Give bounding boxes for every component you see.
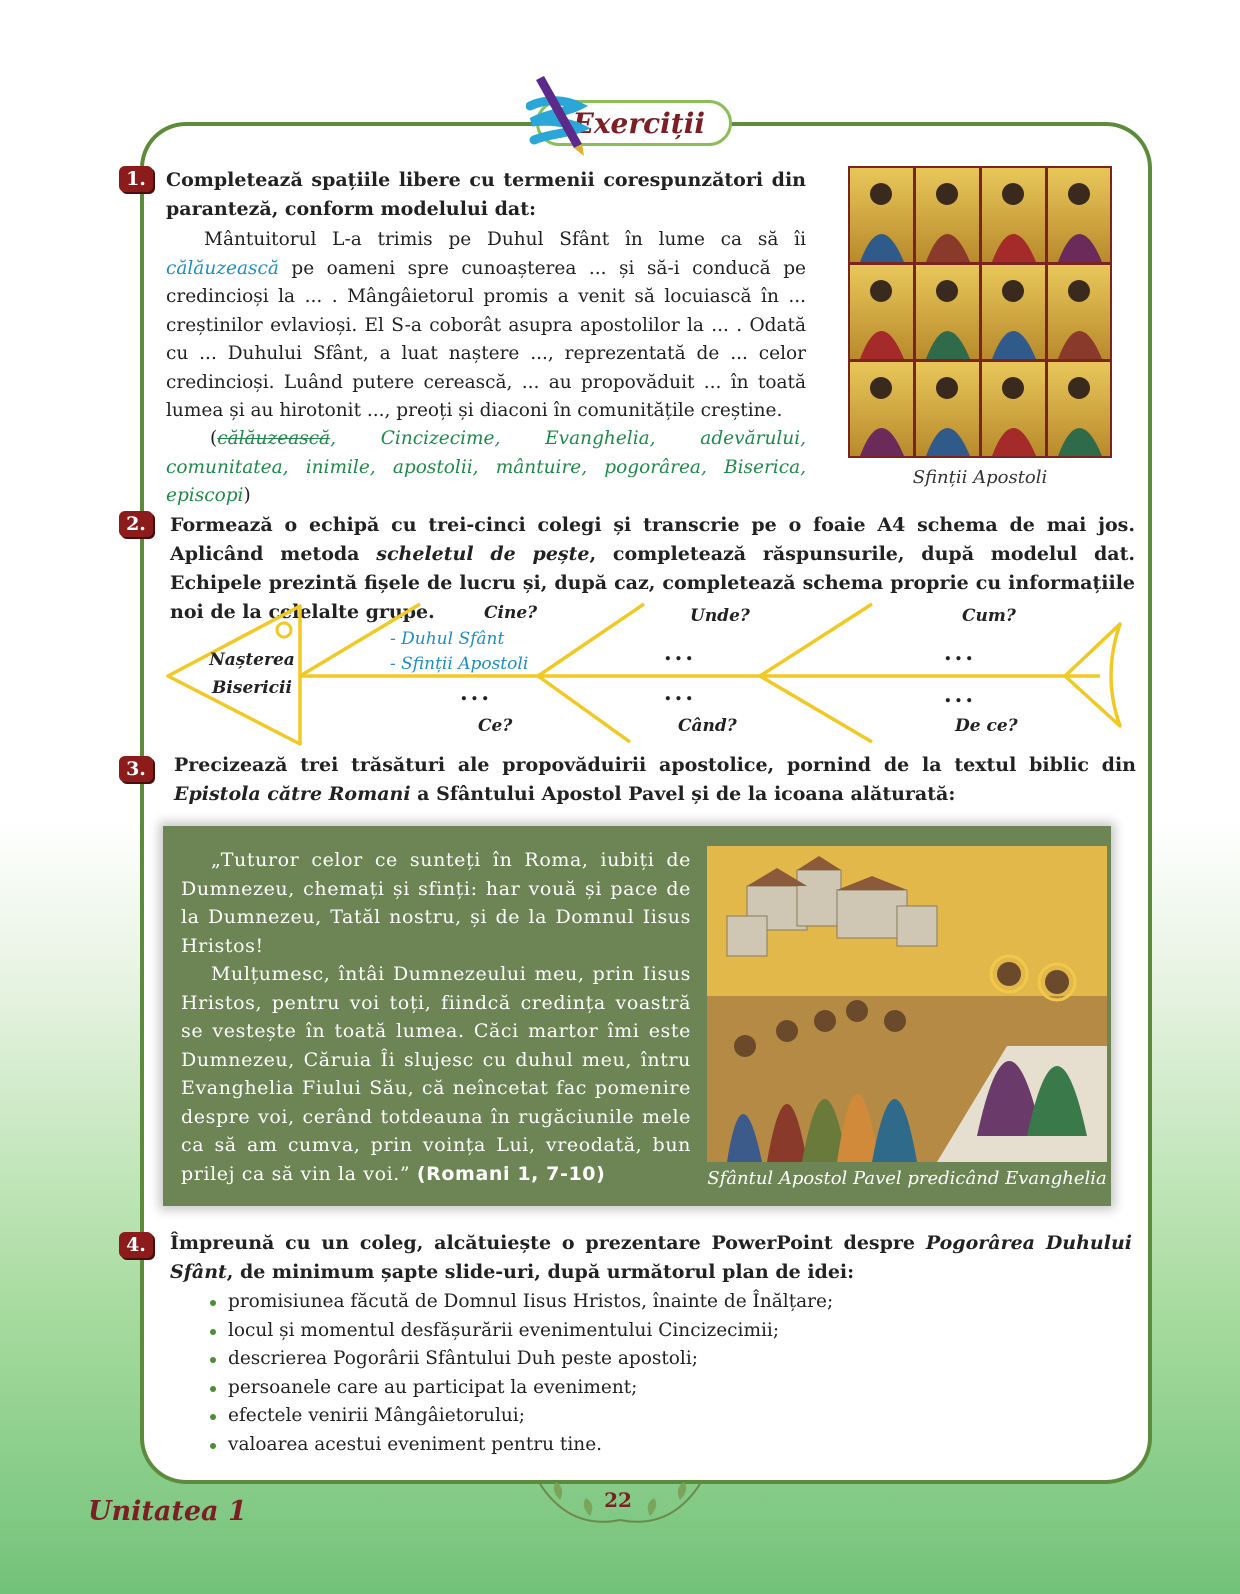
header-title: Exerciții [572, 106, 705, 140]
exercise-number-1: 1. [119, 166, 153, 192]
question-de-ce: De ce? [955, 716, 1018, 736]
exercise-3-instruction-end: a Sfântului Apostol Pavel și de la icoana alăturată: [410, 783, 956, 805]
exercise-number-4: 4. [119, 1232, 153, 1258]
bible-quote [181, 846, 691, 1188]
question-cand: Când? [678, 716, 737, 736]
list-item: valoarea acestui eveniment pentru tine. [206, 1431, 833, 1460]
terms-close-paren: ) [243, 485, 251, 506]
apostles-icon-image [848, 166, 1112, 458]
terms-open-paren: ( [210, 428, 218, 449]
list-item: locul și momentul desfășurării evenimentului Cincizecimii; [206, 1317, 833, 1346]
exercise-1-terms [166, 425, 806, 511]
exercise-number-3: 3. [119, 756, 153, 782]
list-item: promisiunea făcută de Domnul Iisus Hristos, înainte de Înălțare; [206, 1288, 833, 1317]
idea-plan-list [206, 1288, 833, 1460]
blank-unde-1: ... [664, 640, 696, 666]
quote-paragraph-1: „Tuturor celor ce sunteți în Roma, iubiți de Dumnezeu, chemați și sfinți: har vouă și pace de la Dumnezeu, Tatăl nostru, și de la Domnul Iisus Hristos! [181, 849, 691, 957]
page-number: 22 [604, 1488, 632, 1512]
epistle-name: Epistola către Romani [174, 783, 411, 805]
quote-paragraph-2-text: Mulțumesc, întâi Dumnezeului meu, prin Iisus Hristos, pentru voi toți, fiindcă credința voastră se vestește în toată lumea. Căci martor îmi este Dumnezeu, Căruia Îi slujesc cu duhul meu, întru Evanghelia Fiului Său, că neîncetat fac pomenire despre voi, cerând totdeauna în rugăciunile mele ca să am cumva, prin voința Lui, vreodată, bun prilej ca să vin la voi.” [181, 963, 691, 1185]
list-item: efectele venirii Mângâietorului; [206, 1402, 833, 1431]
saint-paul-caption: Sfântul Apostol Pavel predicând Evanghelia [707, 1168, 1107, 1189]
blank-cand-1: ... [664, 680, 696, 706]
question-cine: Cine? [484, 603, 538, 623]
question-unde: Unde? [690, 606, 750, 626]
exercise-4-instruction [170, 1229, 1132, 1287]
fish-answer-1: - Duhul Sfânt [390, 629, 505, 649]
exercise-4-instruction-end: , de minimum șapte slide-uri, după următorul plan de idei: [226, 1261, 855, 1283]
fish-answer-2: - Sfinții Apostoli [390, 654, 529, 674]
exercise-2-instruction-start: Formează o echipă cu trei-cinci colegi și transcrie pe o foaie A4 schema de mai jos. Aplicând metoda [170, 514, 1135, 565]
unit-label: Unitatea 1 [88, 1496, 247, 1527]
fish-head-line-2: Bisericii [212, 678, 292, 698]
exercise-1-text [166, 226, 806, 426]
quote-reference: (Romani 1, 7-10) [416, 1162, 606, 1185]
blank-dece-1: ... [944, 682, 976, 708]
model-answer: călăuzească [166, 257, 279, 279]
exercise-1-instruction: Completează spațiile libere cu termenii corespunzători din paranteză, conform modelului dat: [166, 169, 806, 220]
blank-ce-1: ... [460, 680, 492, 706]
method-name: scheletul de pește [376, 543, 590, 565]
list-item: persoanele care au participat la eveniment; [206, 1374, 833, 1403]
saint-paul-icon-image [707, 846, 1107, 1162]
fish-head-line-1: Nașterea [209, 650, 295, 670]
blank-cum-1: ... [944, 640, 976, 666]
exercise-3-instruction [174, 751, 1136, 809]
exercise-1-text-start: Mântuitorul L-a trimis pe Duhul Sfânt în lume ca să îi [204, 229, 806, 250]
list-item: descrierea Pogorârii Sfântului Duh peste apostoli; [206, 1345, 833, 1374]
exercise-number-2: 2. [119, 511, 153, 537]
exercise-4-instruction-start: Împreună cu un coleg, alcătuiește o prezentare PowerPoint despre [170, 1232, 926, 1254]
apostles-caption: Sfinții Apostoli [912, 467, 1048, 488]
terms-list: , Cincizecime, Evanghelia, adevărului, comunitatea, inimile, apostolii, mântuire, pogorârea, Biserica, episcopi [166, 428, 806, 506]
fish-head-label [209, 646, 295, 702]
quote-paragraph-2 [181, 960, 691, 1188]
fish-answer-list [390, 627, 528, 677]
exercise-2-instruction-end: , completează răspunsurile, după modelul dat. Echipele prezintă fișele de lucru și, după caz, completează schema proprie cu informațiile noi de la celelalte grupe. [170, 543, 1135, 623]
presentation-topic: Pogorârea Duhului Sfânt [170, 1232, 1132, 1283]
question-ce: Ce? [478, 716, 513, 736]
exercise-1-text-rest: pe oameni spre cunoașterea ... și să-i conducă pe credincioși la ... . Mângâietorul promis a venit să locuiască în ... creștinilor evlavioși. El S-a coborât asupra apostolilor la ... . Odată cu ... Duhului Sfânt, a luat naștere ..., reprezentată de ... celor credincioși. Luând putere cerească, ... au propovăduit ... în toată lumea și au hirotonit ..., preoți și diaconi în comunitățile creștine. [166, 257, 806, 421]
question-cum: Cum? [962, 606, 1016, 626]
struck-term: călăuzească [217, 428, 331, 449]
pen-icon [526, 76, 596, 158]
exercise-3-instruction-start: Precizează trei trăsături ale propovăduirii apostolice, pornind de la textul biblic din [174, 754, 1136, 776]
fish-eye [277, 623, 291, 637]
